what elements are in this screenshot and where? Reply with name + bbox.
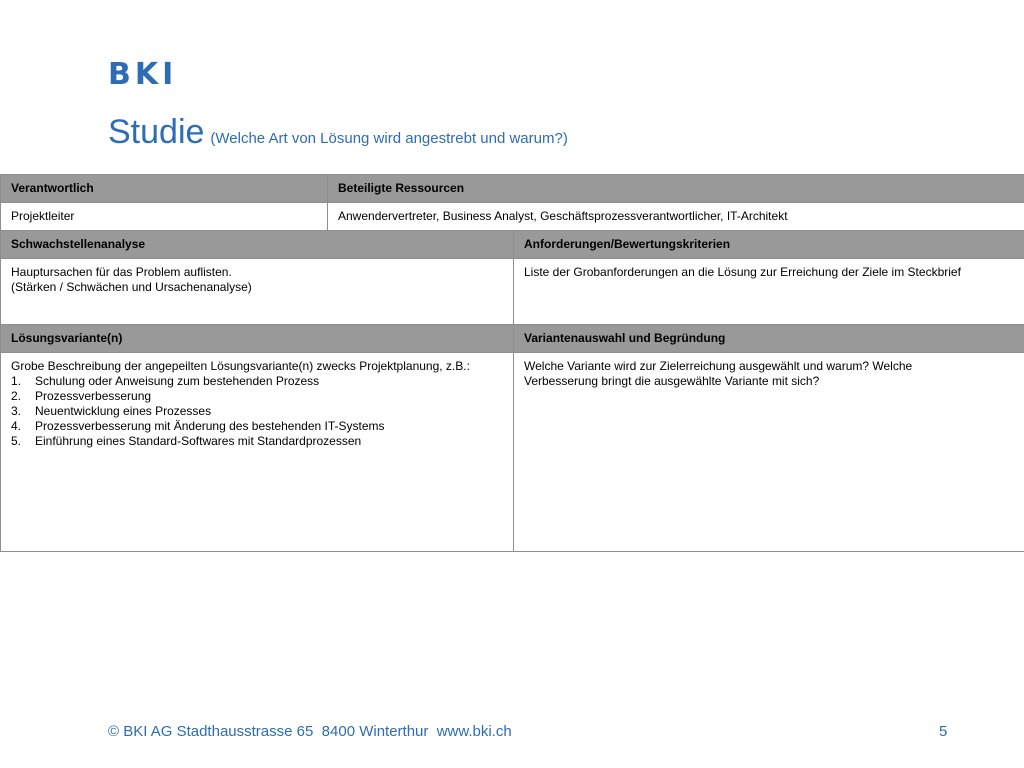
ressourcen-header: Beteiligte Ressourcen	[328, 175, 1024, 203]
variantenauswahl-header: Variantenauswahl und Begründung	[514, 325, 1024, 353]
study-table	[0, 174, 1024, 552]
loesungsvariante-list	[11, 374, 503, 449]
list-item	[11, 434, 503, 449]
list-item-text: Neuentwicklung eines Prozesses	[35, 404, 212, 418]
list-item-text: Prozessverbesserung mit Änderung des bestehenden IT-Systems	[35, 419, 385, 433]
page-title	[108, 110, 568, 161]
variantenauswahl-line-1: Welche Variante wird zur Zielerreichung ausgewählt und warum? Welche	[524, 359, 913, 373]
variantenauswahl-line-2: Verbesserung bringt die ausgewählte Variante mit sich?	[524, 374, 820, 388]
anforderungen-cell: Liste der Grobanforderungen an die Lösung zur Erreichung der Ziele im Steckbrief	[514, 259, 1024, 325]
header-row-2	[1, 231, 1024, 259]
list-item	[11, 419, 503, 434]
schwachstellen-header: Schwachstellenanalyse	[1, 231, 514, 259]
anforderungen-header: Anforderungen/Bewertungskriterien	[514, 231, 1024, 259]
verantwortlich-header: Verantwortlich	[1, 175, 328, 203]
page-number: 5	[939, 723, 948, 740]
value-row-1	[1, 203, 1024, 231]
list-item	[11, 389, 503, 404]
loesungsvariante-intro: Grobe Beschreibung der angepeilten Lösungsvariante(n) zwecks Projektplanung, z.B.:	[11, 359, 470, 373]
list-item-number: 4.	[11, 419, 22, 433]
header-row-1	[1, 175, 1024, 203]
ressourcen-value: Anwendervertreter, Business Analyst, Geschäftsprozessverantwortlicher, IT-Architekt	[328, 203, 1024, 231]
value-row-2	[1, 259, 1024, 325]
footer-text: © BKI AG Stadthausstrasse 65 8400 Winterthur www.bki.ch	[108, 723, 512, 740]
variantenauswahl-cell	[514, 353, 1024, 552]
value-row-3	[1, 353, 1024, 552]
schwachstellen-cell	[1, 259, 514, 325]
title-main: Studie	[108, 113, 205, 151]
list-item-number: 1.	[11, 374, 22, 388]
list-item-number: 2.	[11, 389, 22, 403]
list-item-text: Einführung eines Standard-Softwares mit Standardprozessen	[35, 434, 362, 448]
header-row-3	[1, 325, 1024, 353]
list-item-text: Prozessverbesserung	[35, 389, 152, 403]
list-item	[11, 374, 503, 389]
title-subtitle: (Welche Art von Lösung wird angestrebt und warum?)	[210, 130, 568, 147]
list-item-text: Schulung oder Anweisung zum bestehenden Prozess	[35, 374, 320, 388]
list-item	[11, 404, 503, 419]
loesungsvariante-cell	[1, 353, 514, 552]
list-item-number: 5.	[11, 434, 22, 448]
schwachstellen-line-1: Hauptursachen für das Problem auflisten.	[11, 265, 232, 279]
bki-logo: BKI	[108, 57, 178, 92]
list-item-number: 3.	[11, 404, 22, 418]
schwachstellen-line-2: (Stärken / Schwächen und Ursachenanalyse)	[11, 280, 252, 294]
loesungsvariante-header: Lösungsvariante(n)	[1, 325, 514, 353]
verantwortlich-value: Projektleiter	[1, 203, 328, 231]
